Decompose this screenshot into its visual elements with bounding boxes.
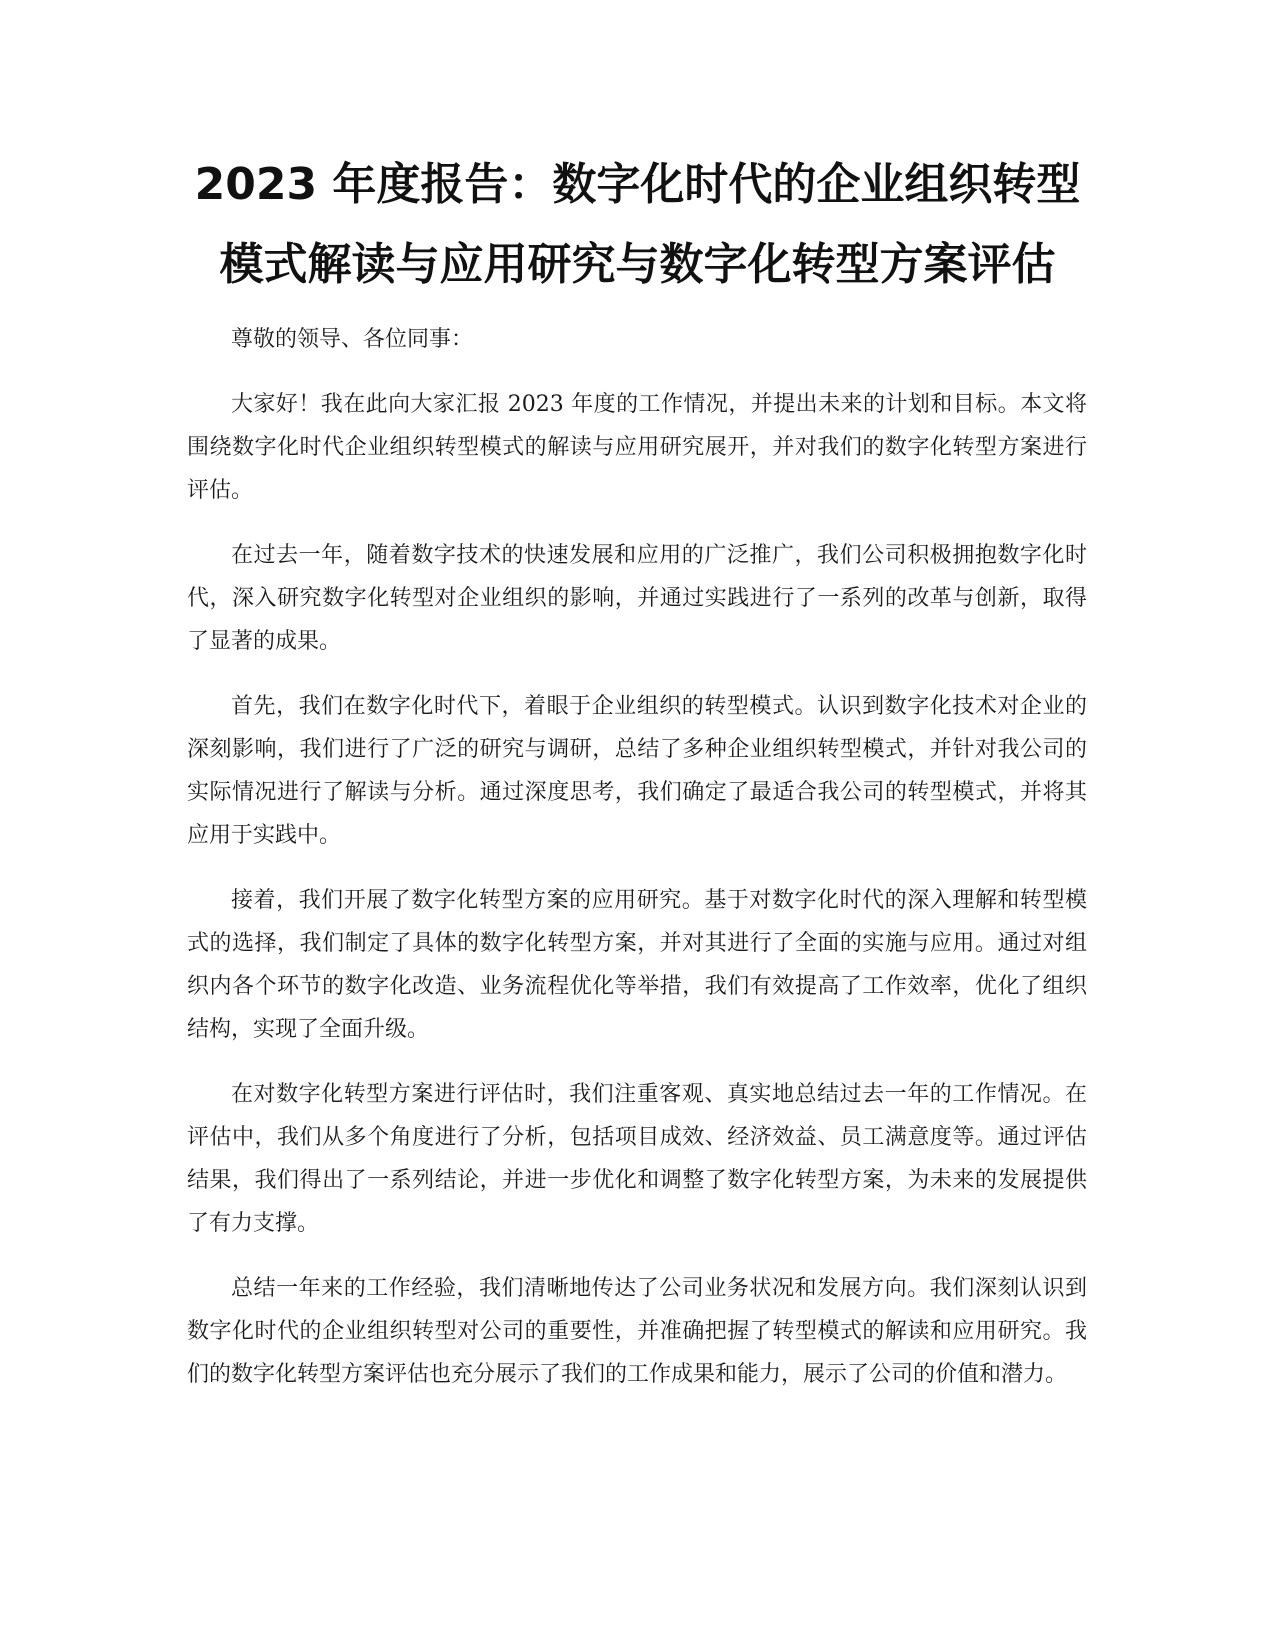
paragraph-summary: 总结一年来的工作经验，我们清晰地传达了公司业务状况和发展方向。我们深刻认识到数字化时代的企业组织转型对公司的重要性，并准确把握了转型模式的解读和应用研究。我们的数字化转型方案评估也充分展示了我们的工作成果和能力，展示了公司的价值和潜力。: [187, 1276, 1087, 1387]
paragraph-evaluation: 在对数字化转型方案进行评估时，我们注重客观、真实地总结过去一年的工作情况。在评估中，我们从多个角度进行了分析，包括项目成效、经济效益、员工满意度等。通过评估结果，我们得出了一系列结论，并进一步优化和调整了数字化转型方案，为未来的发展提供了有力支撑。: [187, 1082, 1087, 1236]
paragraph-application-research: 接着，我们开展了数字化转型方案的应用研究。基于对数字化时代的深入理解和转型模式的选择，我们制定了具体的数字化转型方案，并对其进行了全面的实施与应用。通过对组织内各个环节的数字化改造、业务流程优化等举措，我们有效提高了工作效率，优化了组织结构，实现了全面升级。: [187, 888, 1087, 1042]
paragraph-transformation-model: 首先，我们在数字化时代下，着眼于企业组织的转型模式。认识到数字化技术对企业的深刻影响，我们进行了广泛的研究与调研，总结了多种企业组织转型模式，并针对我公司的实际情况进行了解读与分析。通过深度思考，我们确定了最适合我公司的转型模式，并将其应用于实践中。: [187, 694, 1087, 848]
title-line-2: 模式解读与应用研究与数字化转型方案评估: [219, 239, 1056, 290]
title-line-1: 2023 年度报告：数字化时代的企业组织转型: [194, 159, 1081, 210]
paragraph-past-year: 在过去一年，随着数字技术的快速发展和应用的广泛推广，我们公司积极拥抱数字化时代，深入研究数字化转型对企业组织的影响，并通过实践进行了一系列的改革与创新，取得了显著的成果。: [187, 543, 1087, 654]
document-title: [150, 145, 1125, 305]
paragraph-intro: 大家好！我在此向大家汇报 2023 年度的工作情况，并提出未来的计划和目标。本文将围绕数字化时代企业组织转型模式的解读与应用研究展开，并对我们的数字化转型方案进行评估。: [187, 392, 1087, 503]
salutation: 尊敬的领导、各位同事：: [231, 327, 474, 352]
document-body: [187, 318, 1087, 1418]
